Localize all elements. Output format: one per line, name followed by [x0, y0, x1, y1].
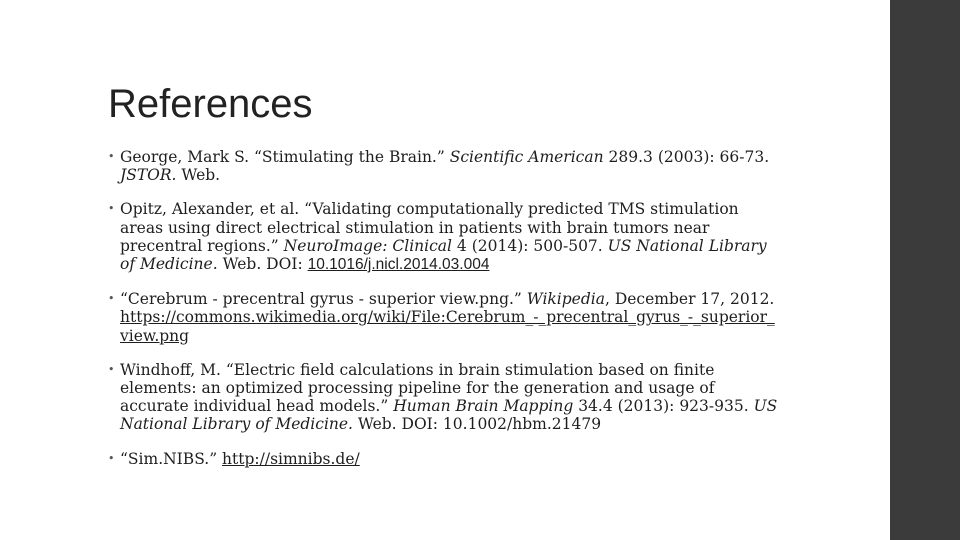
doi-link[interactable]: 10.1016/j.nicl.2014.03.004 [307, 256, 490, 274]
reference-item [108, 148, 778, 184]
ref-source: US National Library of Medicine. [120, 397, 778, 434]
ref-text: George, Mark S. “Stimulating the Brain.” [120, 148, 450, 166]
ref-text: Web. [176, 166, 221, 185]
ref-text: Opitz, Alexander, et al. “Validating computationally predicted TMS stimulation areas using direct electrical stimulation in patients with brain tumors near precentral regions.” [120, 200, 739, 255]
bullet-icon: • [108, 362, 115, 376]
reference-list [108, 148, 778, 484]
ref-text: “Sim.NIBS.” [120, 449, 223, 468]
ref-text: Web. DOI: [217, 255, 308, 274]
page-title: References [108, 82, 313, 126]
ref-journal: Scientific American [449, 148, 604, 166]
reference-item [108, 361, 778, 434]
simnibs-link[interactable]: http://simnibs.de/ [222, 449, 360, 468]
ref-text: 34.4 (2013): 923-935. [573, 397, 754, 416]
ref-source: JSTOR. [120, 166, 177, 185]
reference-item [108, 200, 778, 274]
bullet-icon: • [108, 292, 115, 306]
ref-text: , December 17, 2012. [604, 290, 775, 309]
reference-item [108, 290, 778, 345]
ref-text: 4 (2014): 500-507. [451, 236, 608, 255]
ref-text: 289.3 (2003): 66-73. [603, 148, 770, 166]
ref-journal: Wikipedia [526, 290, 605, 309]
ref-journal: NeuroImage: Clinical [283, 236, 452, 255]
reference-item [108, 450, 778, 468]
bullet-icon: • [108, 202, 115, 216]
ref-journal: Human Brain Mapping [393, 397, 574, 416]
sidebar-bar [890, 0, 960, 540]
ref-source: US National Library of Medicine. [120, 236, 767, 274]
bullet-icon: • [108, 451, 115, 465]
ref-text: Web. DOI: 10.1002/hbm.21479 [352, 415, 602, 434]
wikimedia-link[interactable]: https://commons.wikimedia.org/wiki/File:Cerebrum_-_precentral_gyrus_-_superior_view.png [120, 308, 775, 345]
ref-text: Windhoff, M. “Electric field calculations in brain stimulation based on finite elements: an optimized processing pipeline for the generation and usage of accurate individual head models.” [120, 360, 715, 416]
ref-text: “Cerebrum - precentral gyrus - superior view.png.” [120, 290, 527, 309]
bullet-icon: • [108, 150, 115, 163]
